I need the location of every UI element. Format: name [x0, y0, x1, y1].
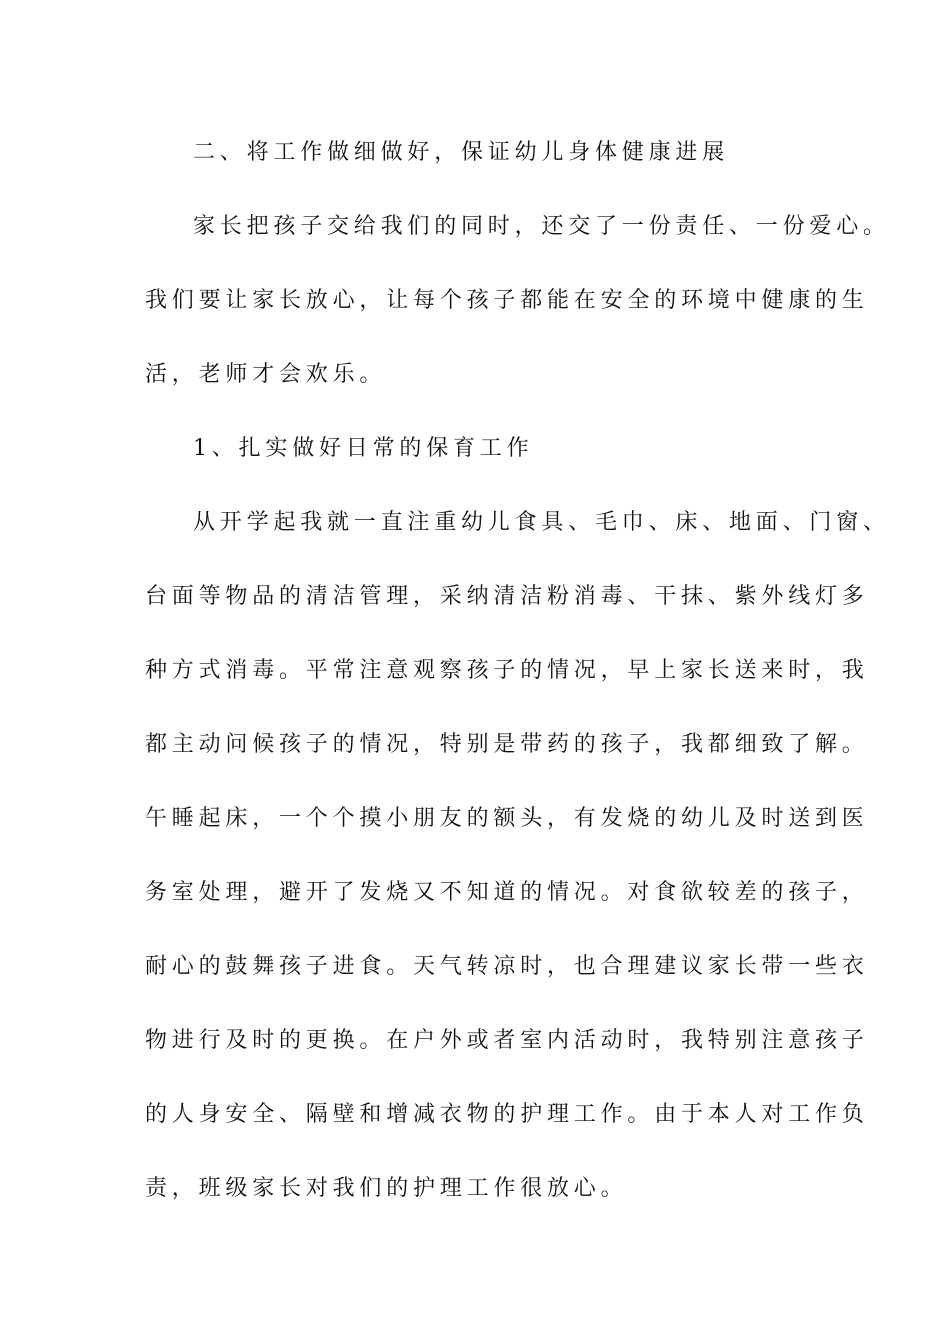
- paragraph-line: 的人身安全、隔壁和增减衣物的护理工作。由于本人对工作负: [145, 1102, 869, 1127]
- paragraph-line: 物进行及时的更换。在户外或者室内活动时，我特别注意孩子: [145, 1028, 869, 1053]
- paragraph-line: 种方式消毒。平常注意观察孩子的情况，早上家长送来时，我: [145, 658, 869, 683]
- paragraph-line: 午睡起床，一个个摸小朋友的额头，有发烧的幼儿及时送到医: [145, 806, 869, 831]
- paragraph-line: 我们要让家长放心，让每个孩子都能在安全的环境中健康的生: [145, 288, 869, 313]
- paragraph-line: 家长把孩子交给我们的同时，还交了一份责任、一份爱心。: [193, 214, 890, 239]
- paragraph-line: 耐心的鼓舞孩子进食。天气转凉时，也合理建议家长带一些衣: [145, 954, 869, 979]
- paragraph-line: 务室处理，避开了发烧又不知道的情况。对食欲较差的孩子，: [145, 880, 869, 905]
- paragraph-line: 从开学起我就一直注重幼儿食具、毛巾、床、地面、门窗、: [193, 510, 890, 535]
- paragraph-line: 都主动问候孩子的情况，特别是带药的孩子，我都细致了解。: [145, 732, 869, 757]
- paragraph-line: 责，班级家长对我们的护理工作很放心。: [145, 1176, 628, 1201]
- paragraph-line: 台面等物品的清洁管理，采纳清洁粉消毒、干抹、紫外线灯多: [145, 584, 869, 609]
- paragraph-line: 活，老师才会欢乐。: [145, 362, 387, 387]
- section-heading: 二、将工作做细做好，保证幼儿身体健康进展: [193, 140, 730, 165]
- subsection-heading: 1、扎实做好日常的保育工作: [193, 436, 534, 461]
